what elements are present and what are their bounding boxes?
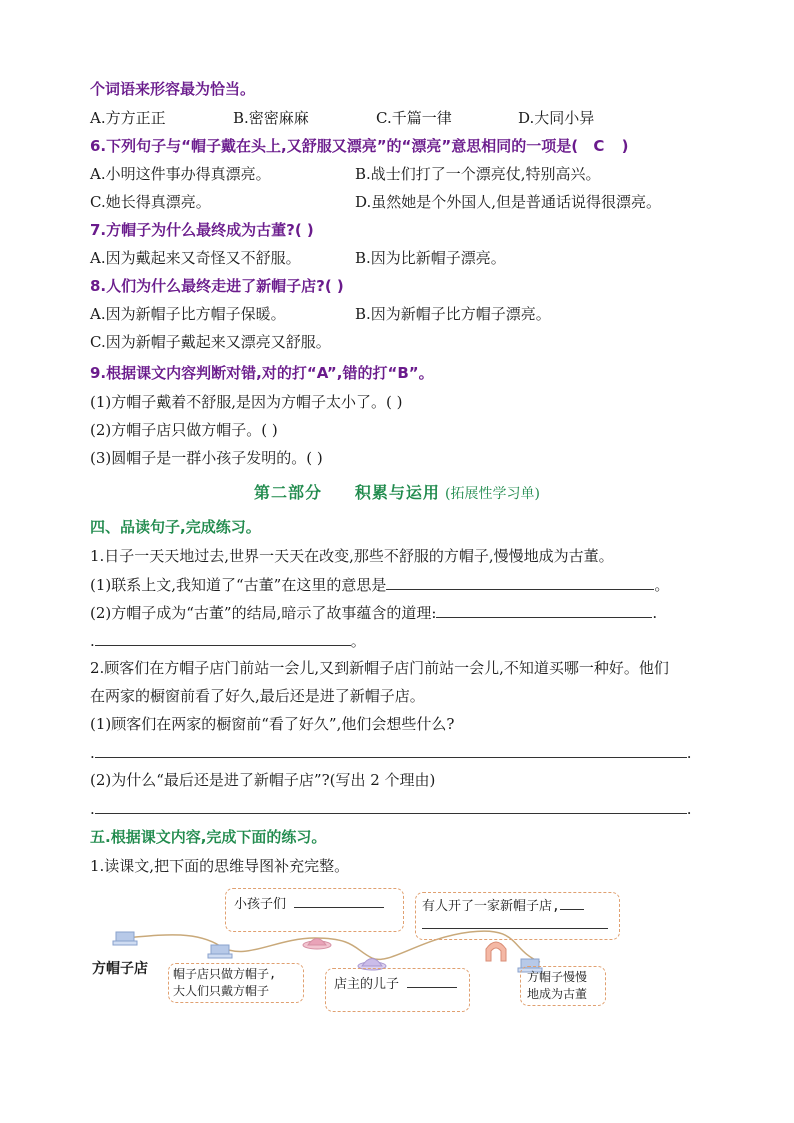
answer-blank-5[interactable] [95, 797, 687, 814]
box-antique-line2: 地成为古董 [527, 987, 588, 1001]
dot: . [686, 744, 692, 762]
period: 。 [654, 576, 670, 594]
q6-option-a[interactable]: A.小明这件事办得真漂亮。 [90, 165, 271, 183]
q6-stem [90, 135, 628, 157]
q9-item-2[interactable]: (2)方帽子店只做方帽子。( ) [90, 421, 278, 439]
dot: . [686, 800, 692, 818]
sec4-p2b: 在两家的橱窗前看了好久,最后还是进了新帽子店。 [90, 687, 425, 705]
q5-option-a[interactable]: A.方方正正 [90, 109, 166, 127]
answer-blank-1[interactable] [386, 573, 654, 590]
q6-options-row1 [90, 163, 730, 185]
sec4-p2q1: (1)顾客们在两家的橱窗前“看了好久”,他们会想些什么? [90, 715, 455, 733]
part2-title: 第二部分 积累与运用 [254, 483, 440, 502]
sec5-title: 五.根据课文内容,完成下面的练习。 [90, 828, 327, 846]
mindmap-box-new-shop [415, 892, 620, 940]
answer-blank-box-new-shop-1[interactable] [560, 897, 584, 910]
sec4-title: 四、品读句子,完成练习。 [90, 518, 261, 536]
part2-subtitle: (拓展性学习单) [445, 486, 540, 502]
q6-option-b[interactable]: B.战士们打了一个漂亮仗,特别高兴。 [355, 165, 601, 183]
q8-option-a[interactable]: A.因为新帽子比方帽子保暖。 [90, 305, 286, 323]
period: 。 [350, 632, 366, 650]
dot: . [90, 744, 95, 762]
q5-option-d[interactable]: D.大同小异 [518, 109, 595, 127]
q6-close: ) [621, 137, 629, 155]
dot: . [90, 632, 95, 650]
sec4-p1a: (1)联系上文,我知道了“古董”在这里的意思是 [90, 576, 387, 594]
q7-options [90, 247, 730, 269]
q9-item-1[interactable]: (1)方帽子戴着不舒服,是因为方帽子太小了。( ) [90, 393, 403, 411]
answer-blank-4[interactable] [95, 741, 687, 758]
q7-option-b[interactable]: B.因为比新帽子漂亮。 [355, 249, 506, 267]
q6-option-c[interactable]: C.她长得真漂亮。 [90, 193, 211, 211]
answer-blank-box-new-shop-2[interactable] [422, 916, 608, 929]
q6-answer: C [593, 137, 605, 155]
q6-options-row2 [90, 191, 730, 213]
answer-blank-3[interactable] [95, 629, 351, 646]
q9-stem: 9.根据课文内容判断对错,对的打“A”,错的打“B”。 [90, 364, 434, 382]
q5-option-b[interactable]: B.密密麻麻 [233, 109, 309, 127]
sec4-p2q2-answer [90, 797, 692, 820]
sec4-p1b-row2 [90, 629, 366, 652]
dot: . [652, 604, 658, 622]
square-hat-icon [112, 931, 138, 947]
sec4-p2a: 2.顾客们在方帽子店门前站一会儿,又到新帽子店门前站一会儿,不知道买哪一种好。他们 [90, 659, 669, 677]
sec4-p1b-row [90, 601, 657, 624]
sec5-p1: 1.读课文,把下面的思维导图补充完整。 [90, 857, 350, 875]
mindmap-box-square-shop [168, 963, 304, 1003]
sec4-p1: 1.日子一天天地过去,世界一天天在改变,那些不舒服的方帽子,慢慢地成为古董。 [90, 547, 614, 565]
q6-option-d[interactable]: D.虽然她是个外国人,但是普通话说得很漂亮。 [355, 193, 662, 211]
q6-stem-text: 6.下列句子与“帽子戴在头上,又舒服又漂亮”的“漂亮”意思相同的一项是( [90, 137, 579, 155]
round-hat-icon [302, 932, 332, 950]
dot: . [90, 800, 95, 818]
answer-blank-box-children[interactable] [294, 893, 384, 908]
sec4-p1b: (2)方帽子成为“古董”的结局,暗示了故事蕴含的道理: [90, 604, 437, 622]
q8-option-b[interactable]: B.因为新帽子比方帽子漂亮。 [355, 305, 551, 323]
box-new-shop-text: 有人开了一家新帽子店, [422, 899, 560, 914]
sec4-p1a-row [90, 573, 669, 596]
answer-blank-box-son-1[interactable] [407, 973, 457, 988]
box-antique-line1: 方帽子慢慢 [527, 970, 588, 984]
q8-options-row1 [90, 303, 730, 325]
mindmap-box-antique [520, 966, 606, 1006]
square-hat-icon [207, 944, 233, 960]
box-children-text: 小孩子们 [234, 897, 287, 912]
part2-heading [0, 482, 794, 505]
sec4-p2q1-answer [90, 741, 692, 764]
mindmap-start-label: 方帽子店 [92, 961, 148, 977]
q5-options [90, 107, 730, 129]
box-son-text: 店主的儿子 [334, 977, 400, 992]
q8-option-c[interactable]: C.因为新帽子戴起来又漂亮又舒服。 [90, 333, 331, 351]
box-square-shop-line1: 帽子店只做方帽子, [173, 967, 277, 981]
mindmap-box-children [225, 888, 404, 932]
box-square-shop-line2: 大人们只戴方帽子 [173, 984, 270, 998]
mindmap-box-son [325, 968, 470, 1012]
arch-hat-icon [483, 937, 509, 963]
q8-stem: 8.人们为什么最终走进了新帽子店?( ) [90, 277, 344, 295]
q5-tail: 个词语来形容最为恰当。 [90, 80, 256, 98]
answer-blank-2[interactable] [436, 601, 652, 618]
q7-stem: 7.方帽子为什么最终成为古董?( ) [90, 221, 314, 239]
q9-item-3[interactable]: (3)圆帽子是一群小孩子发明的。( ) [90, 449, 323, 467]
q7-option-a[interactable]: A.因为戴起来又奇怪又不舒服。 [90, 249, 301, 267]
sec4-p2q2: (2)为什么“最后还是进了新帽子店”?(写出 2 个理由) [90, 771, 436, 789]
q5-option-c[interactable]: C.千篇一律 [376, 109, 452, 127]
